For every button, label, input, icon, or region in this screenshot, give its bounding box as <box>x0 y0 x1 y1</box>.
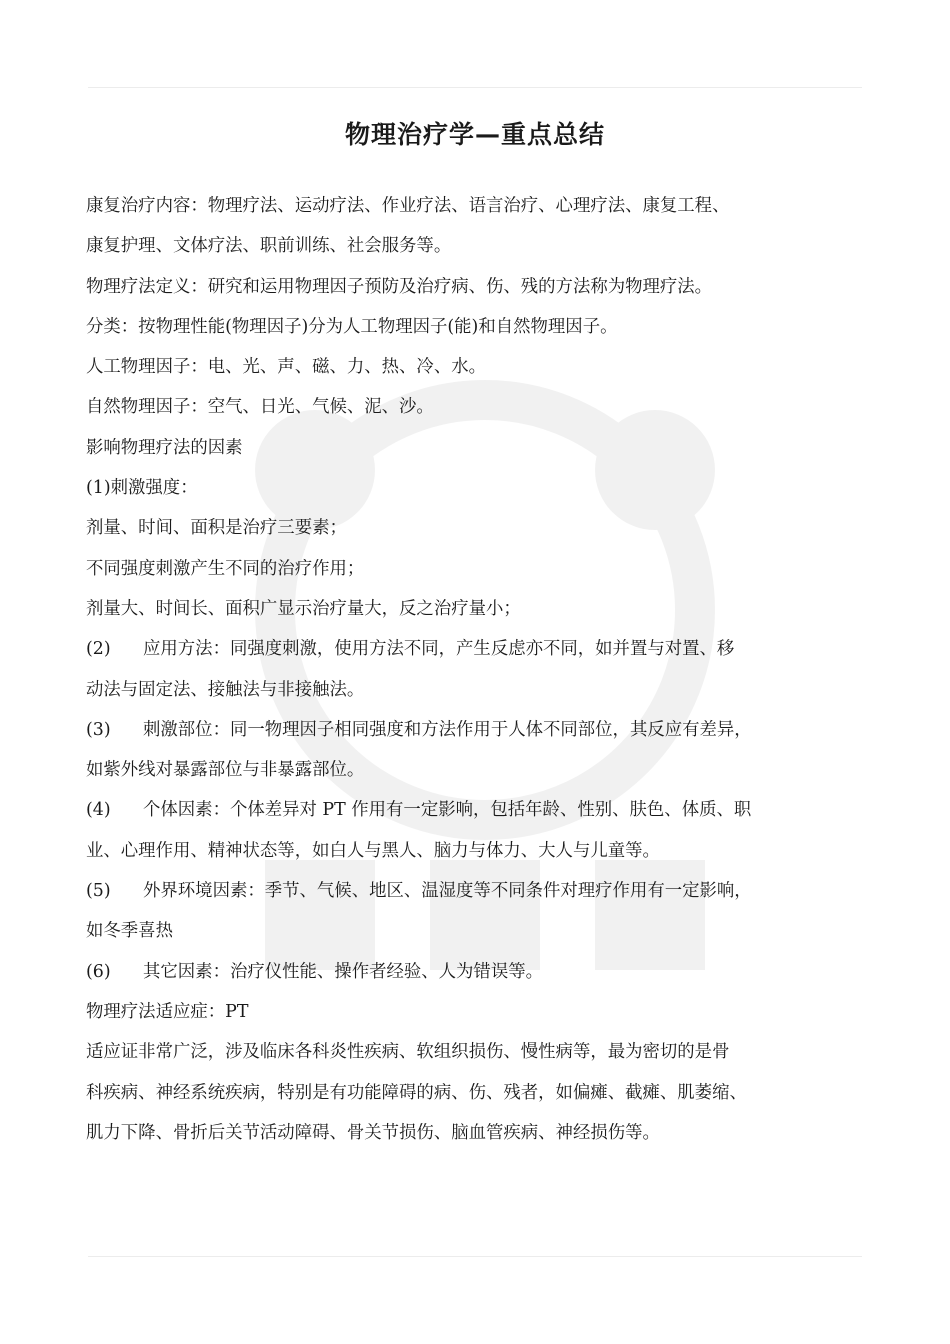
paragraph-line: 科疾病、神经系统疾病，特别是有功能障碍的病、伤、残者，如偏瘫、截瘫、肌萎缩、 <box>86 1082 747 1103</box>
subsection-heading: (1)刺激强度： <box>86 478 198 499</box>
section-heading: 物理疗法适应症：PT <box>86 1001 249 1022</box>
paragraph-line: 剂量大、时间长、面积广显示治疗量大，反之治疗量小； <box>86 598 521 619</box>
item-number: (4) <box>86 800 111 821</box>
paragraph-line: 适应证非常广泛，涉及临床各科炎性疾病、软组织损伤、慢性病等，最为密切的是骨 <box>86 1042 730 1063</box>
numbered-item-continuation: 如紫外线对暴露部位与非暴露部位。 <box>86 760 365 781</box>
item-number: (2) <box>86 639 111 660</box>
item-text: 外界环境因素：季节、气候、地区、温湿度等不同条件对理疗作用有一定影响， <box>143 881 752 902</box>
item-text: 其它因素：治疗仪性能、操作者经验、人为错误等。 <box>143 961 543 982</box>
item-number: (6) <box>86 961 111 982</box>
numbered-item <box>86 790 871 830</box>
paragraph-line: 剂量、时间、面积是治疗三要素； <box>86 518 347 539</box>
item-text: 刺激部位：同一物理因子相同强度和方法作用于人体不同部位，其反应有差异， <box>143 719 752 740</box>
paragraph-line: 康复护理、文体疗法、职前训练、社会服务等。 <box>86 236 452 257</box>
numbered-item <box>86 629 871 669</box>
item-text: 应用方法：同强度刺激，使用方法不同，产生反虑亦不同，如并置与对置、移 <box>143 639 735 660</box>
numbered-item-continuation: 业、心理作用、精神状态等，如白人与黑人、脑力与体力、大人与儿童等。 <box>86 840 660 861</box>
numbered-item <box>86 710 871 750</box>
item-number: (3) <box>86 719 111 740</box>
header-rule <box>88 87 862 88</box>
paragraph-line: 肌力下降、骨折后关节活动障碍、骨关节损伤、脑血管疾病、神经损伤等。 <box>86 1122 660 1143</box>
item-text: 个体因素：个体差异对 PT 作用有一定影响，包括年龄、性别、肤色、体质、职 <box>143 800 752 821</box>
paragraph-line: 康复治疗内容：物理疗法、运动疗法、作业疗法、语言治疗、心理疗法、康复工程、 <box>86 196 730 216</box>
document-title: 物理治疗学—重点总结 <box>344 120 605 149</box>
numbered-item <box>86 952 871 992</box>
item-number: (5) <box>86 881 111 902</box>
paragraph-line: 分类：按物理性能(物理因子)分为人工物理因子(能)和自然物理因子。 <box>86 316 618 337</box>
footer-rule <box>88 1256 862 1257</box>
paragraph-line: 人工物理因子：电、光、声、磁、力、热、冷、水。 <box>86 357 486 378</box>
paragraph-line: 自然物理因子：空气、日光、气候、泥、沙。 <box>86 397 434 418</box>
document-body <box>86 186 871 1153</box>
numbered-item-continuation: 如冬季喜热 <box>86 921 173 942</box>
paragraph-line: 不同强度刺激产生不同的治疗作用； <box>86 558 365 579</box>
section-heading: 影响物理疗法的因素 <box>86 437 243 458</box>
numbered-item <box>86 871 871 911</box>
paragraph-line: 物理疗法定义：研究和运用物理因子预防及治疗病、伤、残的方法称为物理疗法。 <box>86 276 713 297</box>
numbered-item-continuation: 动法与固定法、接触法与非接触法。 <box>86 679 365 700</box>
